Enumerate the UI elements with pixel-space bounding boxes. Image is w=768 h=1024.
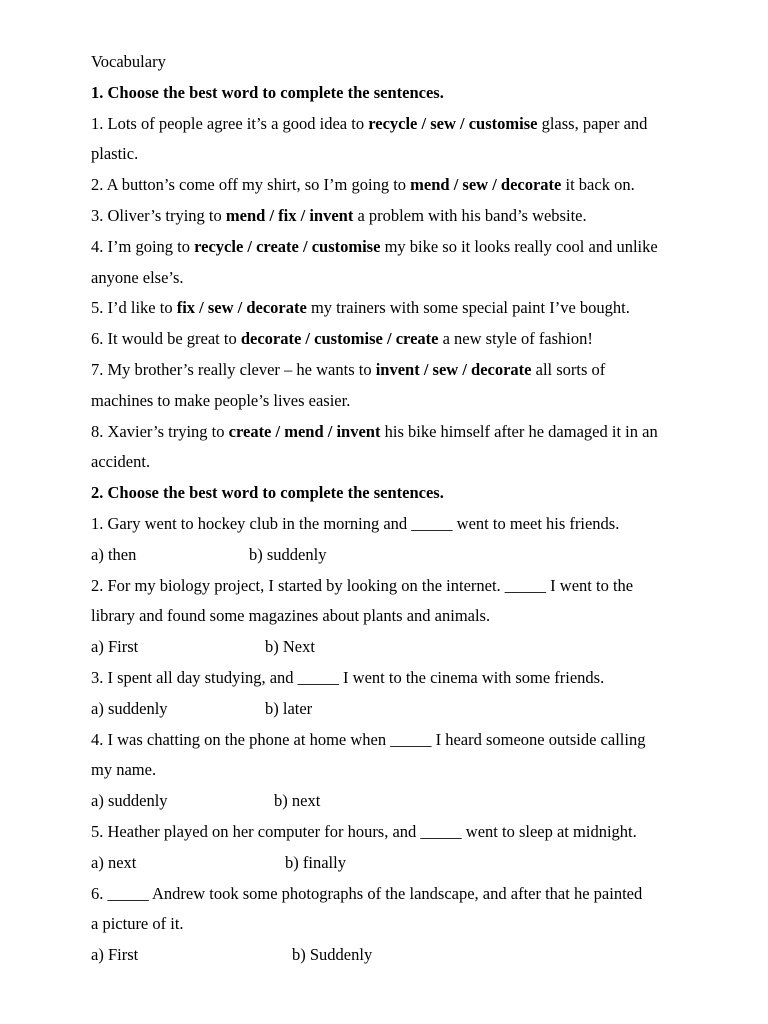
- answer-options: [91, 848, 721, 879]
- vocab-item-line: [91, 293, 721, 324]
- question-item: [91, 879, 721, 971]
- word-choices: invent / sew / decorate: [375, 359, 532, 379]
- option-b: b) Suddenly: [292, 945, 373, 965]
- sentence-text: a problem with his band’s website.: [353, 205, 587, 225]
- option-a: a) First: [91, 637, 139, 657]
- vocab-item-line: [91, 386, 721, 417]
- sentence-text: 2. A button’s come off my shirt, so I’m going to: [91, 175, 411, 195]
- option-a: a) suddenly: [91, 698, 168, 718]
- option-b: b) finally: [285, 852, 346, 872]
- answer-options: [91, 632, 721, 663]
- vocab-item: [91, 201, 721, 232]
- vocab-item: [91, 170, 721, 201]
- sentence-text: 4. I’m going to: [91, 236, 195, 256]
- sentence-text: 3. Oliver’s trying to: [91, 205, 226, 225]
- sentence-text: 1. Lots of people agree it’s a good idea to: [91, 113, 369, 133]
- question-text: 4. I was chatting on the phone at home when _____ I heard someone outside calling: [91, 729, 646, 749]
- question-text: 3. I spent all day studying, and _____ I went to the cinema with some friends.: [91, 667, 605, 687]
- option-b: b) Next: [265, 637, 315, 657]
- vocab-item: [91, 293, 721, 324]
- sentence-text: 8. Xavier’s trying to: [91, 421, 229, 441]
- sentence-text: 5. I’d like to: [91, 298, 177, 318]
- sentence-text: all sorts of: [531, 359, 606, 379]
- vocab-item-line: [91, 170, 721, 201]
- option-a: a) First: [91, 945, 139, 965]
- question-text: 5. Heather played on her computer for hours, and _____ went to sleep at midnight.: [91, 821, 637, 841]
- sentence-text: 6. It would be great to: [91, 329, 241, 349]
- sentence-text: glass, paper and: [537, 113, 648, 133]
- question-text: my name.: [91, 760, 157, 780]
- question-text: a picture of it.: [91, 914, 184, 934]
- question-text: 1. Gary went to hockey club in the morning and _____ went to meet his friends.: [91, 513, 620, 533]
- question-text: library and found some magazines about plants and animals.: [91, 606, 491, 626]
- sentence-text: plastic.: [91, 144, 139, 164]
- section2-questions: [91, 509, 721, 971]
- sentence-text: my trainers with some special paint I’ve bought.: [306, 298, 630, 318]
- vocab-item: [91, 109, 721, 171]
- option-a: a) suddenly: [91, 791, 168, 811]
- word-choices: recycle / sew / customise: [368, 113, 538, 133]
- question-item: [91, 509, 721, 571]
- option-a: a) then: [91, 544, 137, 564]
- question-item: [91, 817, 721, 879]
- question-item: [91, 725, 721, 817]
- word-choices: recycle / create / customise: [194, 236, 381, 256]
- vocab-item-line: [91, 232, 721, 263]
- vocab-item-line: [91, 263, 721, 294]
- worksheet-content: [91, 47, 721, 971]
- word-choices: mend / sew / decorate: [410, 175, 562, 195]
- vocab-item-line: [91, 355, 721, 386]
- word-choices: decorate / customise / create: [240, 329, 439, 349]
- vocab-item-line: [91, 447, 721, 478]
- word-choices: mend / fix / invent: [225, 205, 354, 225]
- word-choices: create / mend / invent: [228, 421, 381, 441]
- option-b: b) later: [265, 698, 313, 718]
- sentence-text: it back on.: [561, 175, 635, 195]
- question-text: 2. For my biology project, I started by looking on the internet. _____ I went to the: [91, 575, 634, 595]
- vocab-item: [91, 324, 721, 355]
- vocab-item-line: [91, 139, 721, 170]
- vocab-item-line: [91, 201, 721, 232]
- question-item: [91, 663, 721, 725]
- option-b: b) suddenly: [249, 544, 327, 564]
- section1-heading: 1. Choose the best word to complete the sentences.: [91, 82, 444, 102]
- sentence-text: my bike so it looks really cool and unlike: [380, 236, 658, 256]
- sentence-text: machines to make people’s lives easier.: [91, 390, 351, 410]
- sentence-text: 7. My brother’s really clever – he wants to: [91, 359, 376, 379]
- answer-options: [91, 540, 721, 571]
- section2-heading: 2. Choose the best word to complete the sentences.: [91, 483, 444, 503]
- question-item: [91, 571, 721, 663]
- answer-options: [91, 694, 721, 725]
- sentence-text: accident.: [91, 452, 151, 472]
- sentence-text: anyone else’s.: [91, 267, 184, 287]
- word-choices: fix / sew / decorate: [176, 298, 307, 318]
- sentence-text: his bike himself after he damaged it in an: [380, 421, 658, 441]
- option-a: a) next: [91, 852, 137, 872]
- answer-options: [91, 786, 721, 817]
- vocab-item: [91, 355, 721, 417]
- answer-options: [91, 940, 721, 971]
- section1-items: [91, 109, 721, 479]
- vocab-item: [91, 232, 721, 294]
- vocab-item-line: [91, 417, 721, 448]
- vocab-item: [91, 417, 721, 479]
- sentence-text: a new style of fashion!: [438, 329, 593, 349]
- page-title: Vocabulary: [91, 52, 166, 71]
- option-b: b) next: [274, 791, 321, 811]
- vocab-item-line: [91, 109, 721, 140]
- vocab-item-line: [91, 324, 721, 355]
- question-text: 6. _____ Andrew took some photographs of the landscape, and after that he painted: [91, 883, 643, 903]
